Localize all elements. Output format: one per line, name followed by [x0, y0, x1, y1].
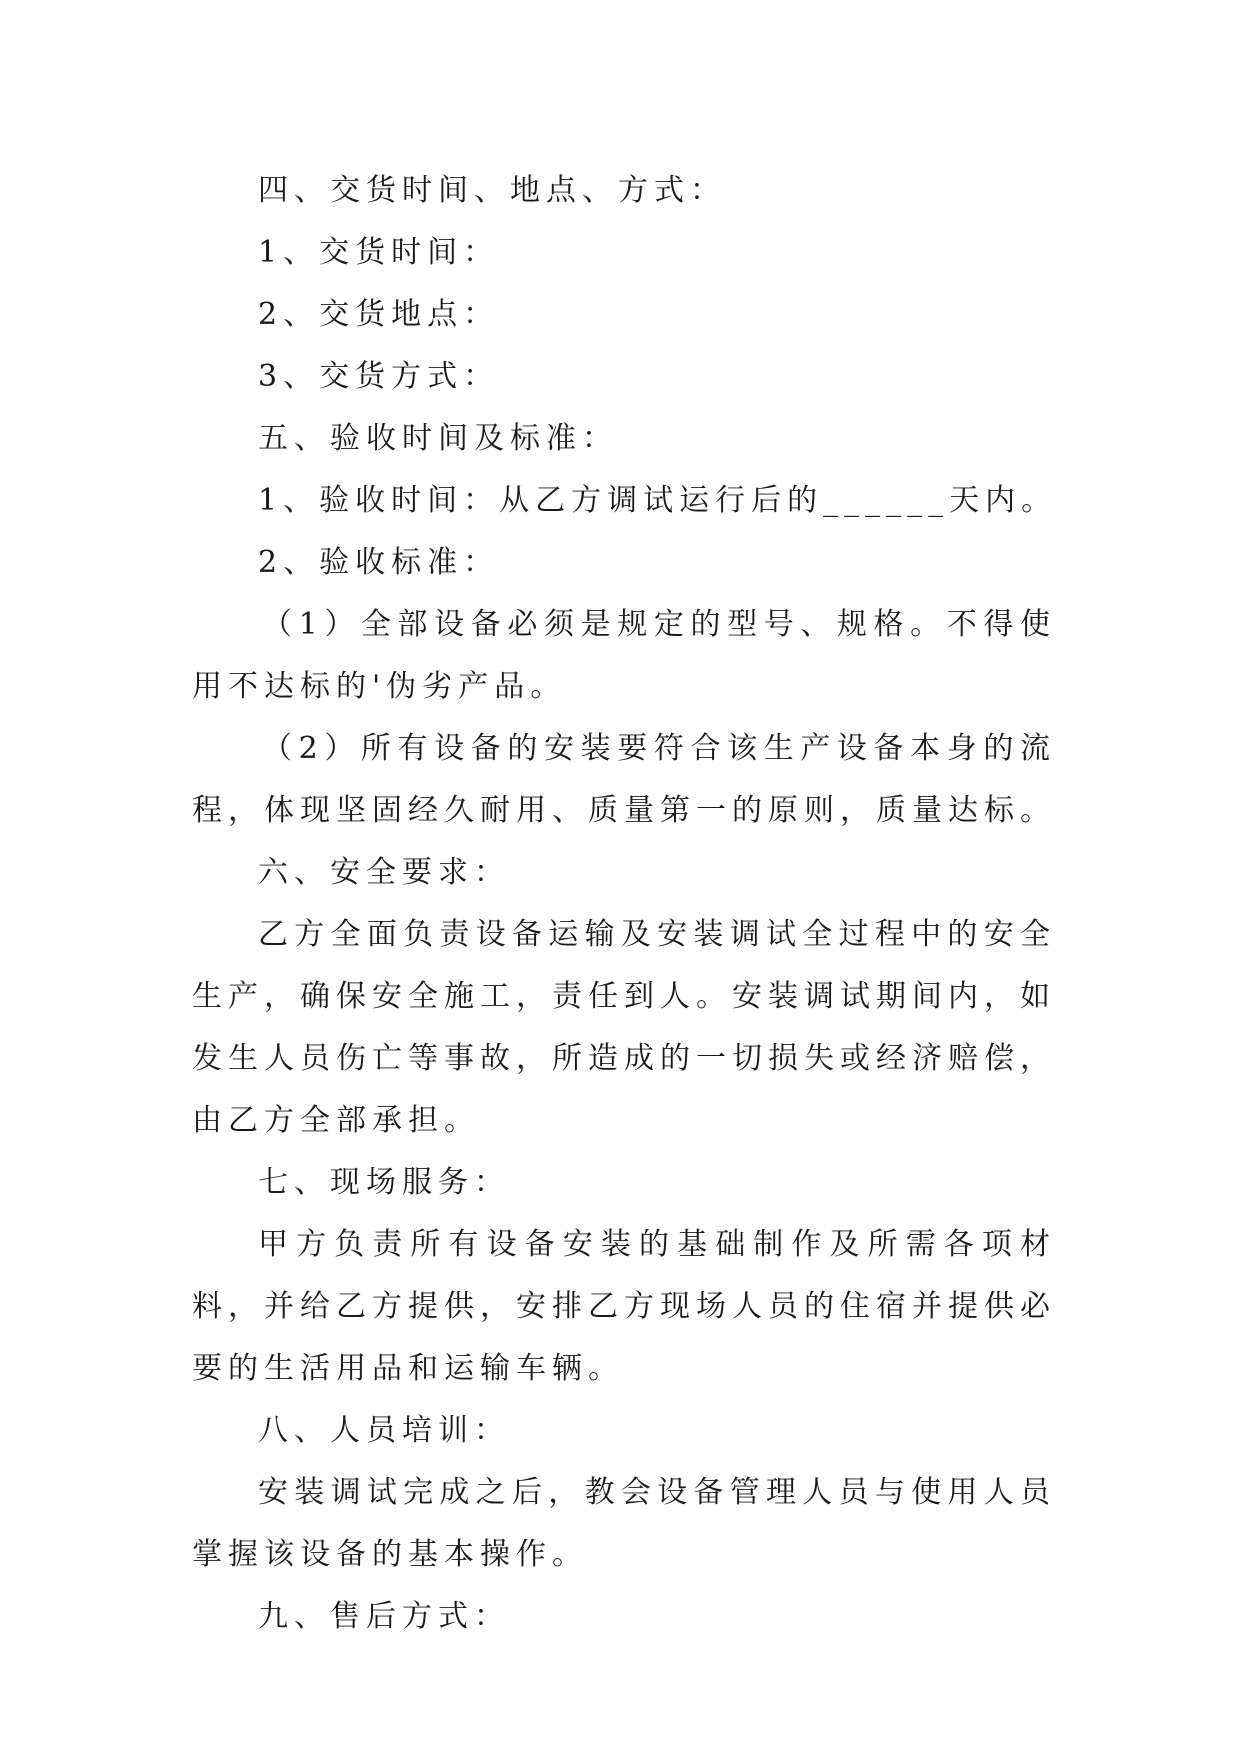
section-6-heading: 六、安全要求： [258, 855, 510, 890]
delivery-method-item: 3、交货方式： [258, 359, 500, 394]
acceptance-standard-sub-1: （1）全部设备必须是规定的型号、规格。不得使用不达标的'伪劣产品。 [192, 607, 1056, 704]
delivery-place-item: 2、交货地点： [258, 297, 500, 332]
safety-requirements-body: 乙方全面负责设备运输及安装调试全过程中的安全生产，确保安全施工，责任到人。安装调试期间内，如发生人员伤亡等事故，所造成的一切损失或经济赔偿，由乙方全部承担。 [192, 917, 1056, 1138]
acceptance-standard-sub-2: （2）所有设备的安装要符合该生产设备本身的流程，体现坚固经久耐用、质量第一的原则，质量达标。 [192, 731, 1056, 828]
section-9-heading: 九、售后方式： [258, 1599, 510, 1634]
document-body [192, 160, 1056, 1648]
acceptance-time-item: 1、验收时间：从乙方调试运行后的______天内。 [258, 483, 1058, 518]
delivery-time-item: 1、交货时间： [258, 235, 500, 270]
section-7-heading: 七、现场服务： [258, 1165, 510, 1200]
training-body: 安装调试完成之后，教会设备管理人员与使用人员掌握该设备的基本操作。 [192, 1475, 1056, 1572]
section-8-heading: 八、人员培训： [258, 1413, 510, 1448]
acceptance-standard-item: 2、验收标准： [258, 545, 500, 580]
section-4-heading: 四、交货时间、地点、方式： [258, 173, 726, 208]
onsite-service-body: 甲方负责所有设备安装的基础制作及所需各项材料，并给乙方提供，安排乙方现场人员的住宿并提供必要的生活用品和运输车辆。 [192, 1227, 1056, 1386]
section-5-heading: 五、验收时间及标准： [258, 421, 618, 456]
